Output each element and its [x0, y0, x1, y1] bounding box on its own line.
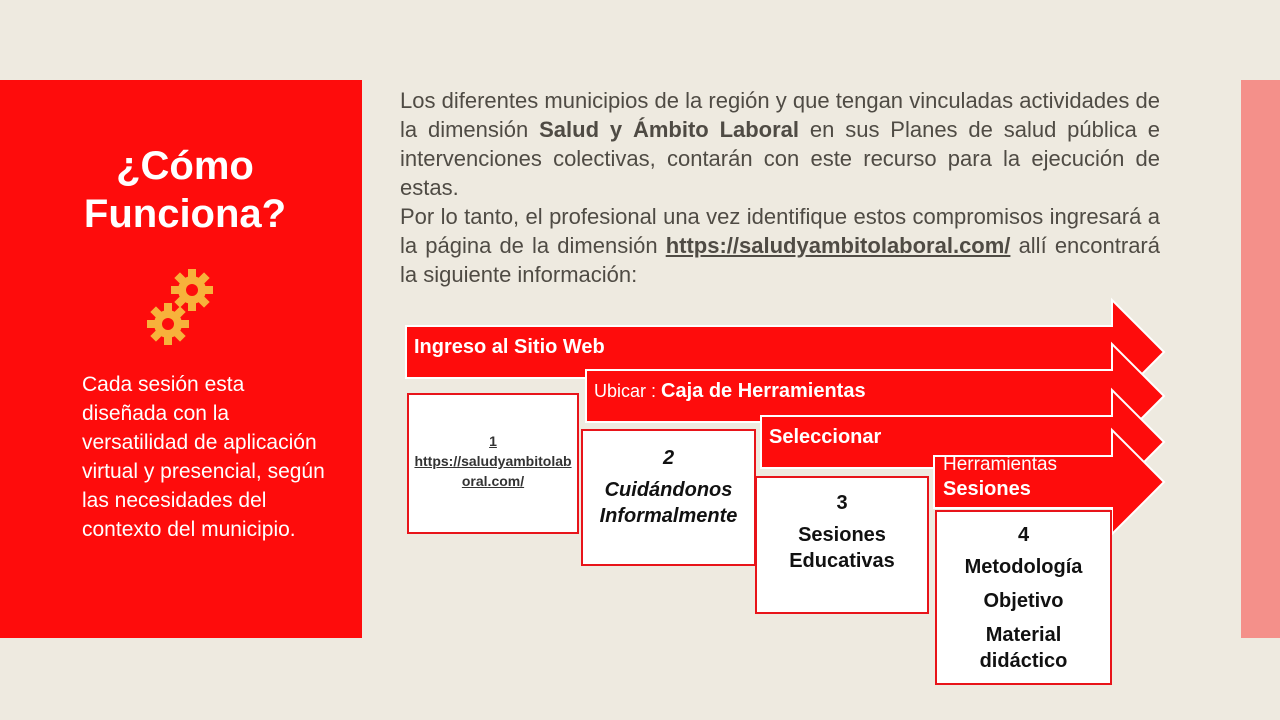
- arrow-2-label: [594, 380, 866, 403]
- website-link[interactable]: https://saludyambitolaboral.com/: [665, 233, 1011, 258]
- arrow-1-label: Ingreso al Sitio Web: [414, 336, 605, 358]
- intro-p2-text: Por lo tanto, el profesional una vez identifique estos compromisos ingresará a la página de la dimensión: [400, 204, 1160, 258]
- arrow-4-line-2: Sesiones: [943, 478, 1031, 500]
- step-4-line-3: Material: [985, 624, 1062, 646]
- step-3-line-2: Educativas: [789, 550, 895, 572]
- step-2-line-1: Cuidándonos: [604, 479, 733, 501]
- intro-p2-text-end: allí encontrará la siguiente información:: [400, 233, 1160, 287]
- step-box-4: [935, 510, 1112, 685]
- intro-p1-text: Los diferentes municipios de la región y que tengan vinculadas actividades de la dimensión: [400, 88, 1160, 142]
- step-4-number: 4: [1017, 524, 1030, 546]
- arrow-2-bold: Caja de Herramientas: [661, 380, 866, 402]
- step-1-number: 1: [489, 433, 497, 449]
- panel-description: Cada sesión esta diseñada con la versatilidad de aplicación virtual y presencial, según las necesidades del contexto del municipio.: [82, 373, 325, 541]
- step-1-link[interactable]: https://saludyambitolaboral.com/: [414, 453, 572, 489]
- step-4-line-2: Objetivo: [983, 590, 1064, 612]
- step-box-2: [581, 429, 756, 566]
- arrow-3-label: Seleccionar: [769, 426, 882, 448]
- arrow-4-label: [943, 453, 1057, 501]
- step-3-line-1: Sesiones: [798, 524, 886, 546]
- arrow-4-line-1: Herramientas: [943, 454, 1058, 475]
- step-2-number: 2: [662, 447, 675, 469]
- arrow-2-prefix: Ubicar :: [594, 381, 662, 401]
- step-4-line-1: Metodología: [964, 556, 1083, 578]
- step-4-line-4: didáctico: [979, 650, 1068, 672]
- step-2-line-2: Informalmente: [599, 505, 738, 527]
- title-line-2: Funciona?: [83, 192, 287, 236]
- title-line-1: ¿Cómo: [116, 144, 254, 188]
- step-3-number: 3: [836, 492, 848, 514]
- step-box-3: [755, 476, 929, 614]
- dimension-name: Salud y Ámbito Laboral: [539, 117, 800, 142]
- step-box-1: [407, 393, 579, 534]
- intro-p1-text-end: en sus Planes de salud pública e intervenciones colectivas, contarán con este recurso para la ejecución de estas.: [400, 117, 1160, 200]
